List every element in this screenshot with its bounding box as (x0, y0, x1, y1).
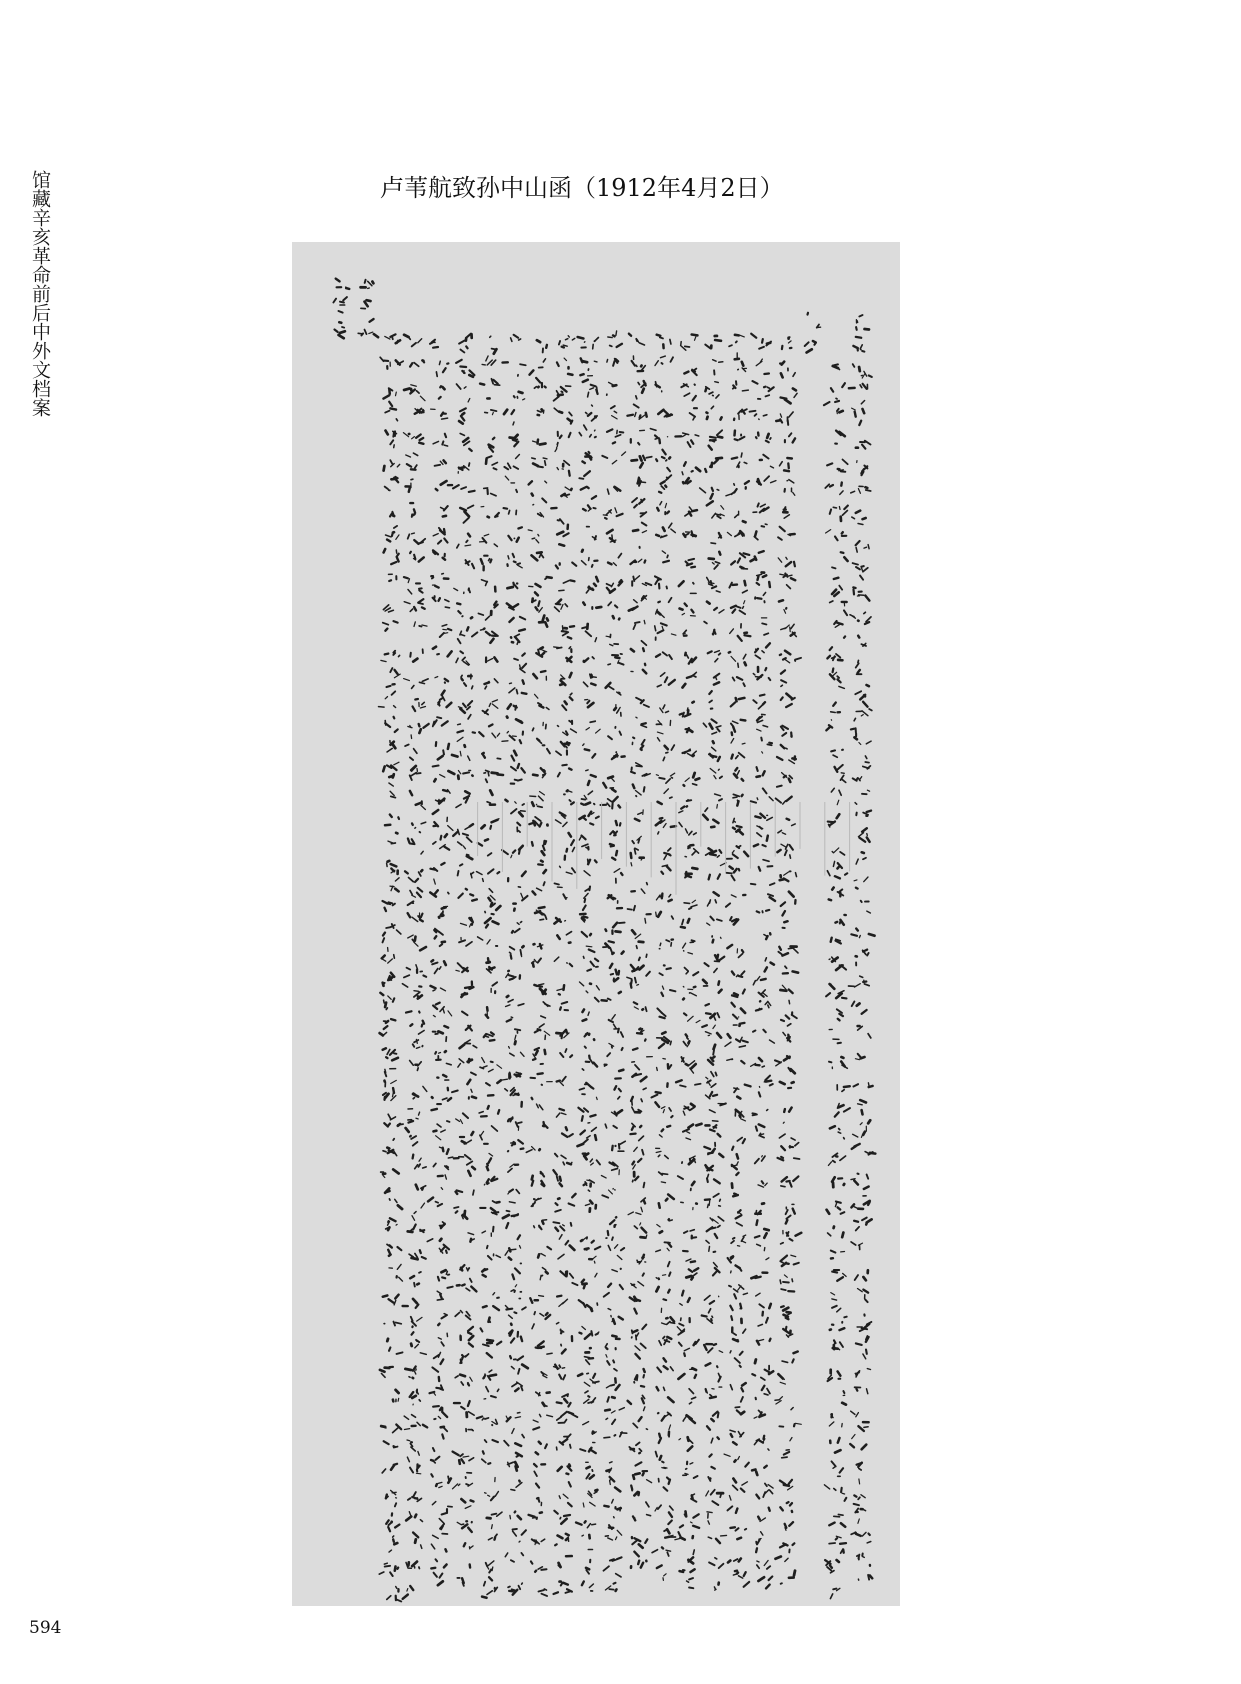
page-number: 594 (29, 1618, 62, 1638)
manuscript-scan (292, 242, 900, 1606)
document-title: 卢苇航致孙中山函（1912年4月2日） (380, 174, 784, 202)
scan-paper (292, 242, 900, 1606)
archive-series-title: 馆藏辛亥革命前后中外文档案 (29, 170, 51, 417)
manuscript-image (292, 242, 900, 1606)
